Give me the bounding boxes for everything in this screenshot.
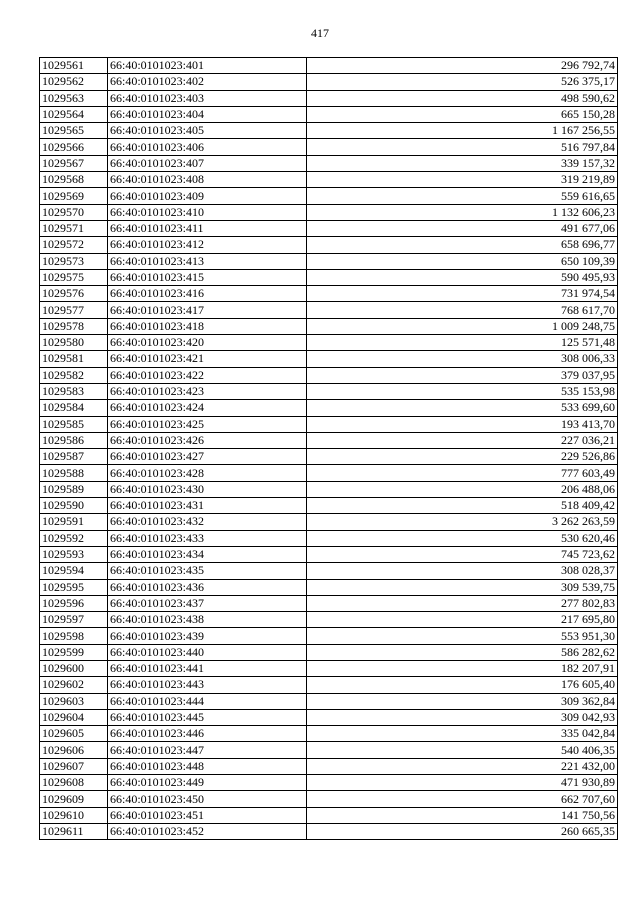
cadastral-value-cell: 768 617,70 [307,302,618,318]
row-id-cell: 1029584 [40,400,108,416]
table-row [40,416,618,432]
table-row [40,563,618,579]
cadastral-value-cell: 308 006,33 [307,351,618,367]
cadastral-value-cell: 206 488,06 [307,481,618,497]
cadastral-number-cell: 66:40:0101023:434 [108,546,307,562]
row-id-cell: 1029587 [40,449,108,465]
cadastral-number-cell: 66:40:0101023:443 [108,677,307,693]
cadastral-number-cell: 66:40:0101023:426 [108,432,307,448]
cadastral-value-cell: 309 042,93 [307,709,618,725]
table-row [40,106,618,122]
cadastral-value-cell: 125 571,48 [307,335,618,351]
cadastral-value-cell: 309 539,75 [307,579,618,595]
row-id-cell: 1029577 [40,302,108,318]
cadastral-number-cell: 66:40:0101023:411 [108,220,307,236]
table-row [40,807,618,823]
row-id-cell: 1029609 [40,791,108,807]
cadastral-value-cell: 221 432,00 [307,758,618,774]
row-id-cell: 1029567 [40,155,108,171]
row-id-cell: 1029598 [40,628,108,644]
row-id-cell: 1029593 [40,546,108,562]
table-row [40,514,618,530]
cadastral-value-cell: 731 974,54 [307,286,618,302]
table-row [40,775,618,791]
row-id-cell: 1029606 [40,742,108,758]
row-id-cell: 1029573 [40,253,108,269]
row-id-cell: 1029575 [40,269,108,285]
table-row [40,546,618,562]
cadastral-value-cell: 308 028,37 [307,563,618,579]
cadastral-number-cell: 66:40:0101023:405 [108,123,307,139]
cadastral-number-cell: 66:40:0101023:441 [108,660,307,676]
table-row [40,220,618,236]
table-row [40,791,618,807]
table-row [40,579,618,595]
cadastral-number-cell: 66:40:0101023:425 [108,416,307,432]
cadastral-number-cell: 66:40:0101023:406 [108,139,307,155]
table-row [40,383,618,399]
row-id-cell: 1029588 [40,465,108,481]
row-id-cell: 1029568 [40,172,108,188]
cadastral-number-cell: 66:40:0101023:410 [108,204,307,220]
table-row [40,74,618,90]
cadastral-number-cell: 66:40:0101023:417 [108,302,307,318]
cadastral-value-cell: 319 219,89 [307,172,618,188]
table-row [40,628,618,644]
row-id-cell: 1029586 [40,432,108,448]
table-row [40,449,618,465]
row-id-cell: 1029576 [40,286,108,302]
table-row [40,498,618,514]
row-id-cell: 1029594 [40,563,108,579]
row-id-cell: 1029571 [40,220,108,236]
table-row [40,595,618,611]
cadastral-value-cell: 533 699,60 [307,400,618,416]
cadastral-number-cell: 66:40:0101023:445 [108,709,307,725]
cadastral-number-cell: 66:40:0101023:423 [108,383,307,399]
cadastral-number-cell: 66:40:0101023:450 [108,791,307,807]
cadastral-number-cell: 66:40:0101023:436 [108,579,307,595]
cadastral-number-cell: 66:40:0101023:424 [108,400,307,416]
row-id-cell: 1029561 [40,58,108,74]
cadastral-value-cell: 491 677,06 [307,220,618,236]
cadastral-number-cell: 66:40:0101023:440 [108,644,307,660]
cadastral-value-cell: 141 750,56 [307,807,618,823]
table-row [40,123,618,139]
row-id-cell: 1029595 [40,579,108,595]
cadastral-number-cell: 66:40:0101023:408 [108,172,307,188]
table-row [40,90,618,106]
table-row [40,172,618,188]
table-row [40,612,618,628]
cadastral-number-cell: 66:40:0101023:404 [108,106,307,122]
cadastral-number-cell: 66:40:0101023:409 [108,188,307,204]
row-id-cell: 1029572 [40,237,108,253]
cadastral-value-cell: 590 495,93 [307,269,618,285]
cadastral-number-cell: 66:40:0101023:430 [108,481,307,497]
table-row [40,286,618,302]
table-row [40,269,618,285]
cadastral-value-cell: 540 406,35 [307,742,618,758]
cadastral-value-cell: 777 603,49 [307,465,618,481]
row-id-cell: 1029608 [40,775,108,791]
cadastral-number-cell: 66:40:0101023:452 [108,823,307,839]
row-id-cell: 1029603 [40,693,108,709]
cadastral-number-cell: 66:40:0101023:438 [108,612,307,628]
cadastral-number-cell: 66:40:0101023:435 [108,563,307,579]
row-id-cell: 1029599 [40,644,108,660]
cadastral-number-cell: 66:40:0101023:433 [108,530,307,546]
cadastral-value-cell: 277 802,83 [307,595,618,611]
table-row [40,237,618,253]
cadastral-number-cell: 66:40:0101023:449 [108,775,307,791]
row-id-cell: 1029563 [40,90,108,106]
cadastral-number-cell: 66:40:0101023:428 [108,465,307,481]
row-id-cell: 1029569 [40,188,108,204]
cadastral-value-cell: 379 037,95 [307,367,618,383]
cadastral-value-cell: 176 605,40 [307,677,618,693]
table-row [40,465,618,481]
table-row [40,432,618,448]
table-row [40,709,618,725]
cadastral-value-cell: 526 375,17 [307,74,618,90]
row-id-cell: 1029591 [40,514,108,530]
row-id-cell: 1029578 [40,318,108,334]
table-row [40,823,618,839]
row-id-cell: 1029597 [40,612,108,628]
row-id-cell: 1029583 [40,383,108,399]
table-row [40,351,618,367]
cadastral-number-cell: 66:40:0101023:401 [108,58,307,74]
row-id-cell: 1029585 [40,416,108,432]
row-id-cell: 1029590 [40,498,108,514]
cadastral-number-cell: 66:40:0101023:432 [108,514,307,530]
cadastral-value-cell: 650 109,39 [307,253,618,269]
row-id-cell: 1029596 [40,595,108,611]
cadastral-value-cell: 553 951,30 [307,628,618,644]
cadastral-value-cell: 535 153,98 [307,383,618,399]
cadastral-value-cell: 182 207,91 [307,660,618,676]
table-row [40,58,618,74]
cadastral-number-cell: 66:40:0101023:421 [108,351,307,367]
table-row [40,204,618,220]
cadastral-value-cell: 335 042,84 [307,726,618,742]
cadastral-value-cell: 665 150,28 [307,106,618,122]
table-row [40,481,618,497]
cadastral-value-cell: 516 797,84 [307,139,618,155]
table-row [40,335,618,351]
table-body [40,58,618,840]
cadastral-value-cell: 658 696,77 [307,237,618,253]
cadastral-value-cell: 518 409,42 [307,498,618,514]
cadastral-value-cell: 498 590,62 [307,90,618,106]
cadastral-value-cell: 662 707,60 [307,791,618,807]
cadastral-number-cell: 66:40:0101023:444 [108,693,307,709]
table-row [40,155,618,171]
cadastral-value-cell: 227 036,21 [307,432,618,448]
cadastral-value-cell: 193 413,70 [307,416,618,432]
row-id-cell: 1029611 [40,823,108,839]
cadastral-value-cell: 309 362,84 [307,693,618,709]
table-row [40,188,618,204]
row-id-cell: 1029562 [40,74,108,90]
table-row [40,693,618,709]
row-id-cell: 1029604 [40,709,108,725]
table-row [40,253,618,269]
cadastral-value-cell: 229 526,86 [307,449,618,465]
table-row [40,530,618,546]
table-row [40,742,618,758]
cadastral-value-table [39,57,618,840]
cadastral-value-cell: 559 616,65 [307,188,618,204]
cadastral-value-cell: 1 132 606,23 [307,204,618,220]
cadastral-number-cell: 66:40:0101023:447 [108,742,307,758]
table-row [40,139,618,155]
row-id-cell: 1029600 [40,660,108,676]
cadastral-number-cell: 66:40:0101023:415 [108,269,307,285]
row-id-cell: 1029610 [40,807,108,823]
cadastral-number-cell: 66:40:0101023:427 [108,449,307,465]
row-id-cell: 1029607 [40,758,108,774]
page-number: 417 [311,26,329,40]
cadastral-value-cell: 1 167 256,55 [307,123,618,139]
cadastral-number-cell: 66:40:0101023:418 [108,318,307,334]
table-row [40,318,618,334]
cadastral-number-cell: 66:40:0101023:422 [108,367,307,383]
row-id-cell: 1029580 [40,335,108,351]
cadastral-number-cell: 66:40:0101023:448 [108,758,307,774]
table-row [40,367,618,383]
cadastral-value-cell: 339 157,32 [307,155,618,171]
table-row [40,726,618,742]
cadastral-number-cell: 66:40:0101023:451 [108,807,307,823]
cadastral-value-cell: 745 723,62 [307,546,618,562]
table-row [40,644,618,660]
row-id-cell: 1029565 [40,123,108,139]
cadastral-number-cell: 66:40:0101023:420 [108,335,307,351]
cadastral-value-cell: 586 282,62 [307,644,618,660]
row-id-cell: 1029564 [40,106,108,122]
table-row [40,660,618,676]
row-id-cell: 1029570 [40,204,108,220]
cadastral-value-cell: 471 930,89 [307,775,618,791]
cadastral-number-cell: 66:40:0101023:439 [108,628,307,644]
row-id-cell: 1029605 [40,726,108,742]
row-id-cell: 1029592 [40,530,108,546]
cadastral-value-cell: 260 665,35 [307,823,618,839]
cadastral-number-cell: 66:40:0101023:431 [108,498,307,514]
table-row [40,758,618,774]
cadastral-value-cell: 3 262 263,59 [307,514,618,530]
cadastral-number-cell: 66:40:0101023:416 [108,286,307,302]
row-id-cell: 1029581 [40,351,108,367]
cadastral-value-cell: 296 792,74 [307,58,618,74]
cadastral-number-cell: 66:40:0101023:403 [108,90,307,106]
row-id-cell: 1029582 [40,367,108,383]
cadastral-value-cell: 530 620,46 [307,530,618,546]
row-id-cell: 1029566 [40,139,108,155]
cadastral-number-cell: 66:40:0101023:446 [108,726,307,742]
cadastral-value-cell: 217 695,80 [307,612,618,628]
row-id-cell: 1029589 [40,481,108,497]
table-row [40,302,618,318]
row-id-cell: 1029602 [40,677,108,693]
cadastral-number-cell: 66:40:0101023:437 [108,595,307,611]
cadastral-number-cell: 66:40:0101023:412 [108,237,307,253]
table-row [40,400,618,416]
cadastral-number-cell: 66:40:0101023:407 [108,155,307,171]
cadastral-number-cell: 66:40:0101023:402 [108,74,307,90]
cadastral-value-cell: 1 009 248,75 [307,318,618,334]
cadastral-number-cell: 66:40:0101023:413 [108,253,307,269]
table-row [40,677,618,693]
